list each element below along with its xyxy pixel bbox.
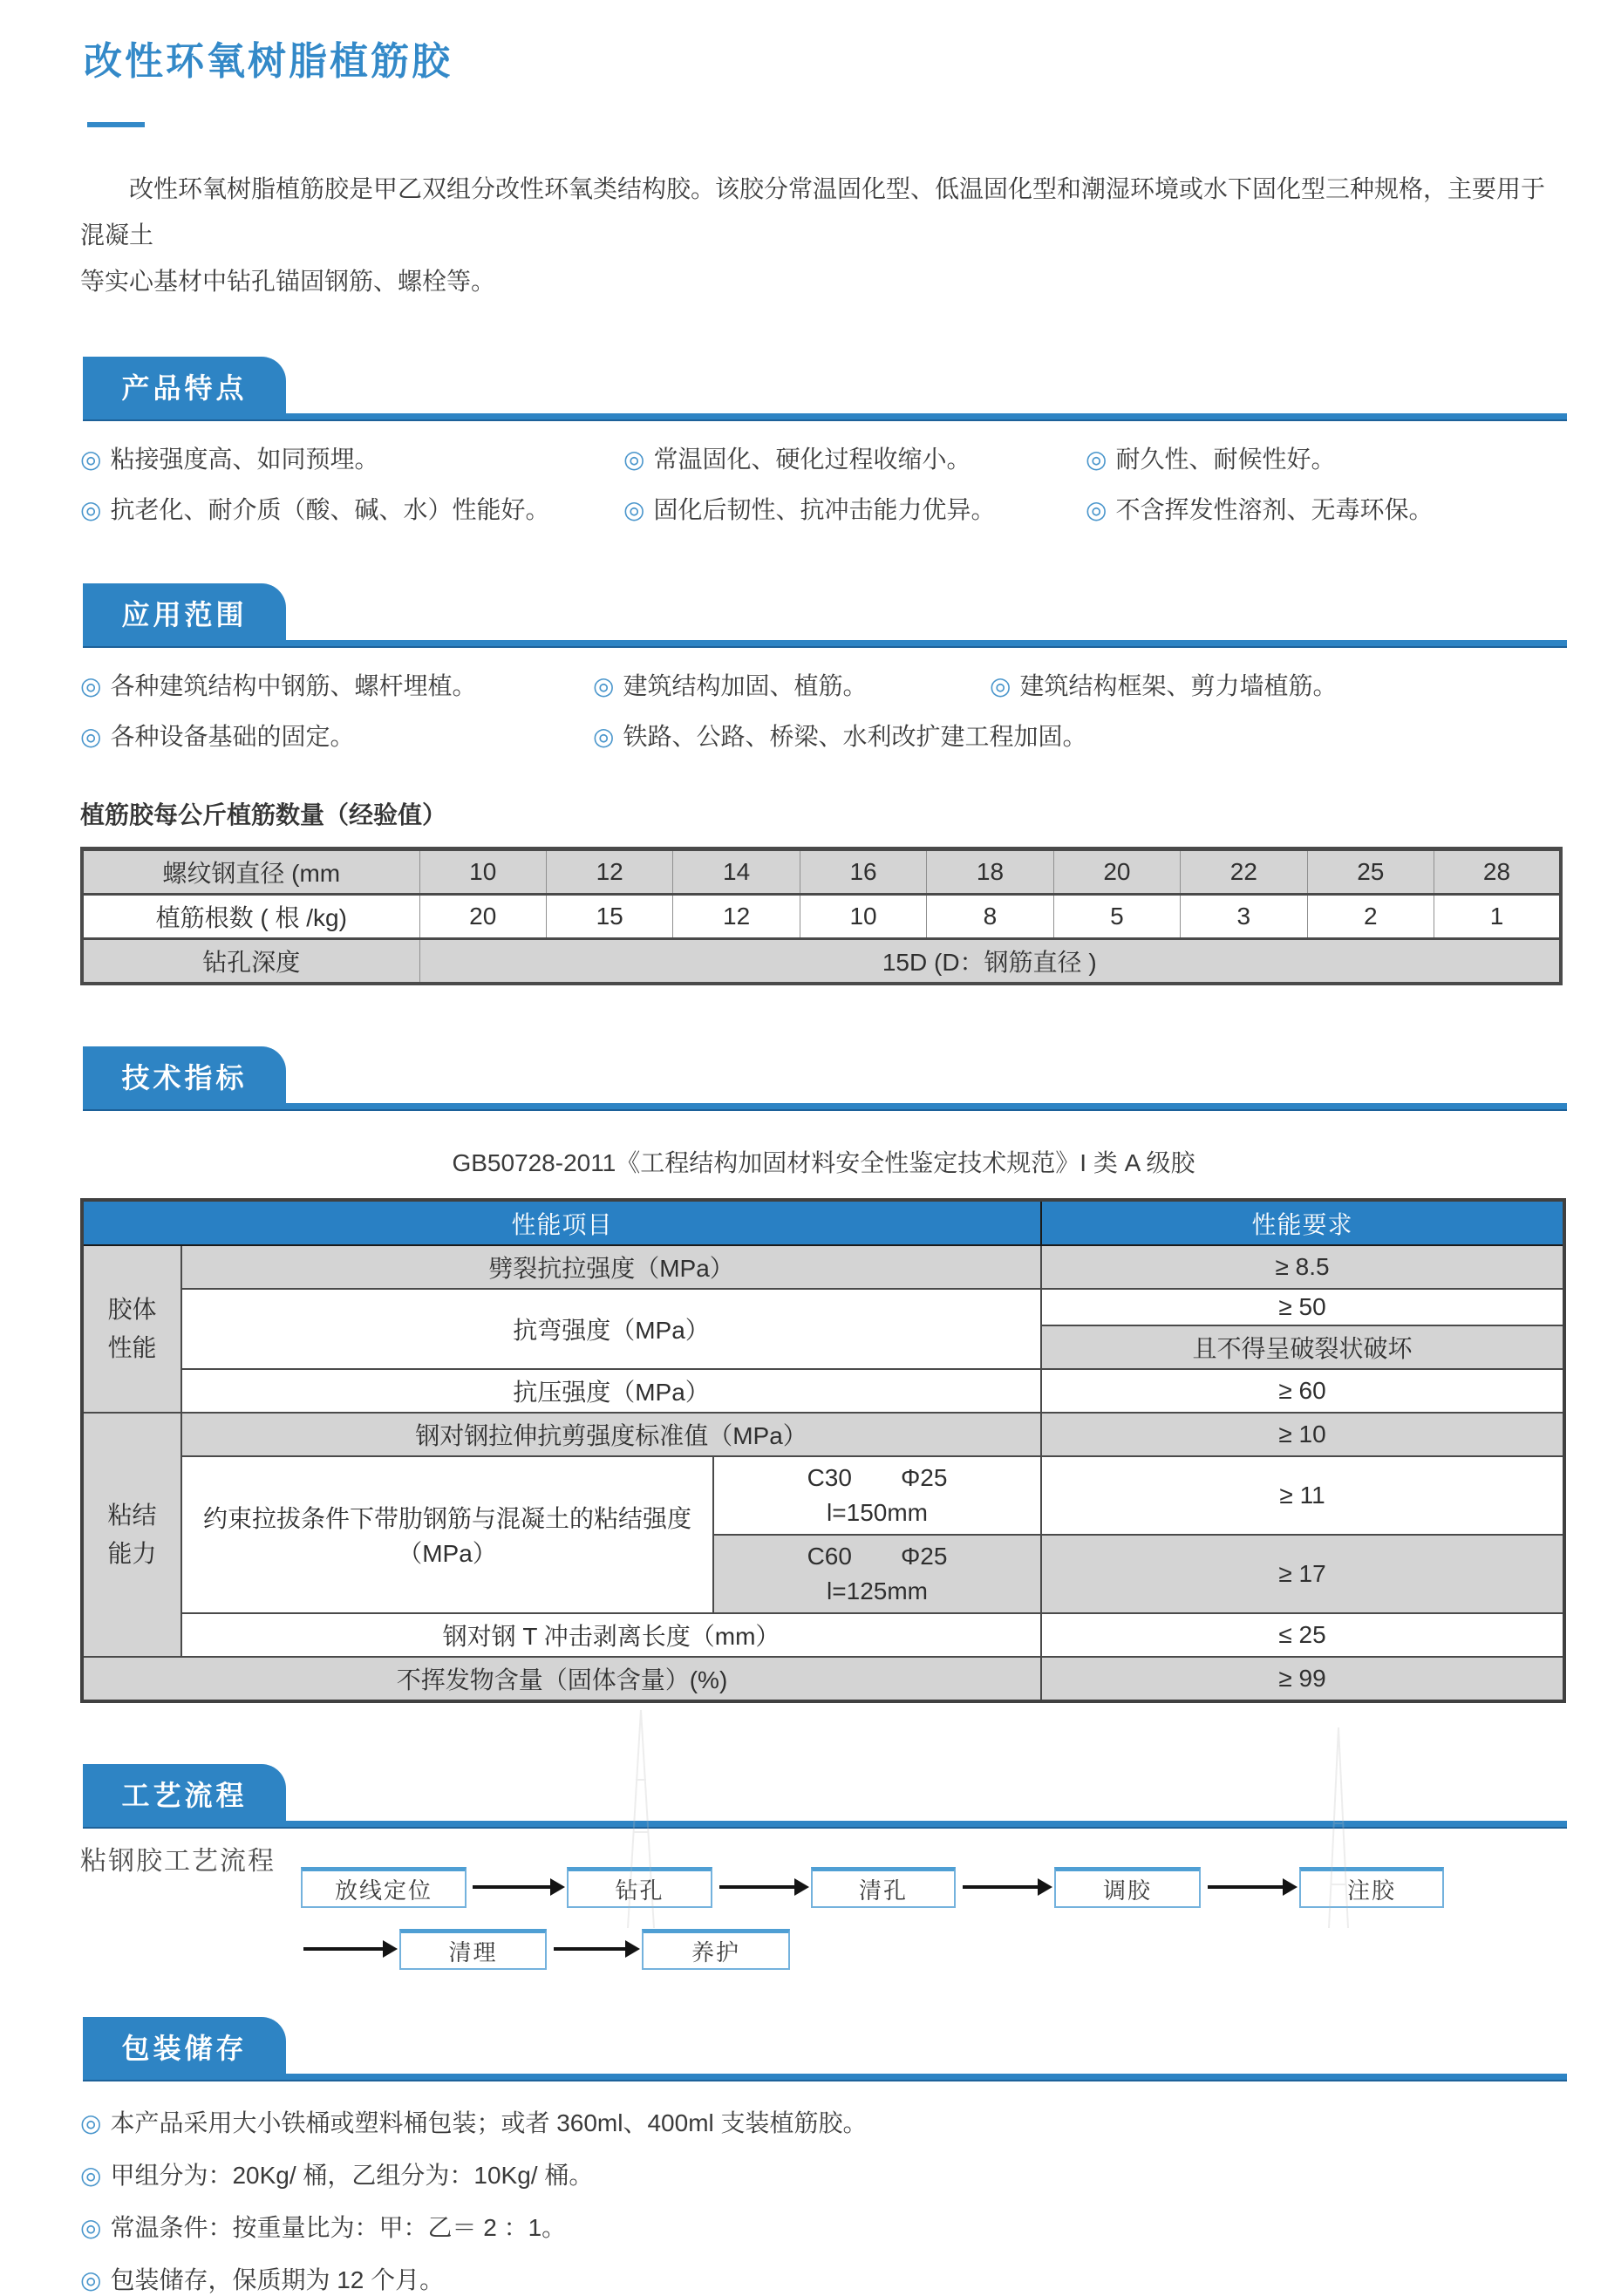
section-head-features xyxy=(83,357,1567,421)
bullet-icon: ◎ xyxy=(1086,446,1107,473)
list-item-text: 建筑结构加固、植筋。 xyxy=(623,672,868,699)
applications-row-1 xyxy=(80,671,1567,702)
list-item-text: 抗老化、耐介质（酸、碱、水）性能好。 xyxy=(110,496,550,523)
bullet-icon: ◎ xyxy=(593,672,615,699)
bullet-icon: ◎ xyxy=(1086,496,1107,523)
flow-step-box: 清孔 xyxy=(811,1867,956,1908)
value-cell: 8 xyxy=(927,895,1053,939)
bullet-icon: ◎ xyxy=(80,723,102,750)
section-rule xyxy=(83,413,1567,421)
list-item-text: 固化后韧性、抗冲击能力优异。 xyxy=(653,496,996,523)
list-item xyxy=(80,494,623,526)
flow-step-box: 注胶 xyxy=(1299,1867,1444,1908)
list-item xyxy=(80,2212,1567,2244)
concrete-grade: C60 xyxy=(807,1543,852,1570)
bullet-icon: ◎ xyxy=(990,672,1011,699)
packaging-heading-badge: 包装储存 xyxy=(83,2017,286,2075)
value-cell: 3 xyxy=(1181,895,1307,939)
flow-subtitle: 粘钢胶工艺流程 xyxy=(80,1847,276,1876)
bullet-icon: ◎ xyxy=(80,2109,102,2136)
property-cell: 劈裂抗拉强度（MPa） xyxy=(181,1245,1041,1289)
features-heading-badge: 产品特点 xyxy=(83,357,286,415)
row-label-cell: 钻孔深度 xyxy=(82,939,419,984)
requirement-cell: ≥ 99 xyxy=(1041,1657,1564,1701)
flow-step-box: 养护 xyxy=(642,1929,790,1970)
value-cell: 22 xyxy=(1181,849,1307,895)
group-label-cell: 粘结能力 xyxy=(82,1413,181,1657)
flow-step-box: 放线定位 xyxy=(301,1867,467,1908)
section-rule xyxy=(83,640,1567,648)
section-head-tech xyxy=(83,1046,1567,1111)
tech-spec-table xyxy=(80,1198,1566,1703)
arrow-right-icon xyxy=(303,1947,384,1951)
section-head-packaging xyxy=(83,2017,1567,2081)
table-header-row xyxy=(82,1200,1564,1245)
header-cell: 性能要求 xyxy=(1041,1200,1564,1245)
value-cell: 5 xyxy=(1053,895,1180,939)
section-head-applications xyxy=(83,583,1567,648)
bullet-icon: ◎ xyxy=(623,446,645,473)
requirement-cell: ≥ 10 xyxy=(1041,1413,1564,1456)
embed-length: l=125mm xyxy=(827,1577,928,1604)
table-row xyxy=(82,1456,1564,1535)
list-item xyxy=(623,444,1086,475)
bar-diameter: Φ25 xyxy=(900,1464,948,1491)
value-cell: 12 xyxy=(546,849,672,895)
row-label-cell: 植筋根数 ( 根 /kg) xyxy=(82,895,419,939)
bullet-icon: ◎ xyxy=(80,2214,102,2241)
process-heading-badge: 工艺流程 xyxy=(83,1764,286,1822)
requirement-cell: ≤ 25 xyxy=(1041,1613,1564,1657)
requirement-cell: ≥ 60 xyxy=(1041,1369,1564,1413)
arrow-right-icon xyxy=(554,1947,626,1951)
value-cell: 1 xyxy=(1434,895,1562,939)
applications-heading-badge: 应用范围 xyxy=(83,583,286,642)
section-rule xyxy=(83,1821,1567,1829)
list-item xyxy=(593,671,990,702)
concrete-grade: C30 xyxy=(807,1464,852,1491)
bullet-icon: ◎ xyxy=(80,496,102,523)
section-rule xyxy=(83,2074,1567,2081)
bullet-icon: ◎ xyxy=(80,2162,102,2189)
title-underline-dash xyxy=(87,122,145,127)
requirement-cell: ≥ 8.5 xyxy=(1041,1245,1564,1289)
table-row xyxy=(82,1245,1564,1289)
header-cell: 性能项目 xyxy=(82,1200,1041,1245)
bullet-icon: ◎ xyxy=(593,723,615,750)
intro-line-1: 改性环氧树脂植筋胶是甲乙双组分改性环氧类结构胶。该胶分常温固化型、低温固化型和潮湿环境或水下固化型三种规格，主要用于混凝土 xyxy=(80,175,1546,249)
property-cell: 抗压强度（MPa） xyxy=(181,1369,1041,1413)
features-row-2 xyxy=(80,494,1567,526)
packaging-list xyxy=(80,2108,1567,2296)
table-row xyxy=(82,1413,1564,1456)
list-item-text: 各种设备基础的固定。 xyxy=(110,723,355,750)
list-item-text: 本产品采用大小铁桶或塑料桶包装；或者 360ml、400ml 支装植筋胶。 xyxy=(110,2109,868,2136)
value-cell: 14 xyxy=(673,849,800,895)
table-row xyxy=(82,939,1561,984)
list-item xyxy=(80,444,623,475)
arrow-right-icon xyxy=(963,1885,1039,1889)
property-cell: 约束拉拔条件下带肋钢筋与混凝土的粘结强度（MPa） xyxy=(181,1456,713,1613)
list-item-text: 不含挥发性溶剂、无毒环保。 xyxy=(1115,496,1434,523)
applications-list xyxy=(80,671,1567,753)
list-item-text: 包装储存，保质期为 12 个月。 xyxy=(110,2266,445,2293)
page-title: 改性环氧树脂植筋胶 xyxy=(84,40,453,83)
list-item xyxy=(80,2108,1567,2139)
value-cell: 25 xyxy=(1307,849,1434,895)
list-item-text: 建筑结构框架、剪力墙植筋。 xyxy=(1019,672,1338,699)
intro-paragraph xyxy=(80,166,1567,304)
property-cell: 钢对钢 T 冲击剥离长度（mm） xyxy=(181,1613,1041,1657)
list-item xyxy=(80,2265,1567,2296)
table-row xyxy=(82,1369,1564,1413)
list-item-text: 粘接强度高、如同预埋。 xyxy=(110,446,379,473)
list-item-text: 甲组分为：20Kg/ 桶，乙组分为：10Kg/ 桶。 xyxy=(110,2162,594,2189)
tech-heading-badge: 技术指标 xyxy=(83,1046,286,1105)
list-item-text: 铁路、公路、桥梁、水利改扩建工程加固。 xyxy=(623,723,1087,750)
group-label-cell: 胶体性能 xyxy=(82,1245,181,1413)
features-row-1 xyxy=(80,444,1567,475)
value-cell: 15D (D：钢筋直径 ) xyxy=(419,939,1561,984)
bullet-icon: ◎ xyxy=(80,672,102,699)
section-rule xyxy=(83,1103,1567,1111)
list-item xyxy=(80,671,593,702)
value-cell: 18 xyxy=(927,849,1053,895)
bullet-icon: ◎ xyxy=(80,2266,102,2293)
requirement-cell: ≥ 17 xyxy=(1041,1535,1564,1613)
rebar-count-table xyxy=(80,847,1563,985)
property-cell: 不挥发物含量（固体含量）(%) xyxy=(82,1657,1041,1701)
list-item xyxy=(1086,444,1567,475)
list-item xyxy=(990,671,1567,702)
process-flowchart xyxy=(80,1837,1567,1984)
requirement-cell: ≥ 11 xyxy=(1041,1456,1564,1535)
value-cell: 12 xyxy=(673,895,800,939)
property-cell: 钢对钢拉伸抗剪强度标准值（MPa） xyxy=(181,1413,1041,1456)
rebar-table-title: 植筋胶每公斤植筋数量（经验值） xyxy=(80,801,447,828)
list-item xyxy=(623,494,1086,526)
arrow-right-icon xyxy=(719,1885,795,1889)
value-cell: 10 xyxy=(419,849,546,895)
table-row xyxy=(82,1289,1564,1325)
condition-cell xyxy=(713,1456,1041,1535)
arrow-right-icon xyxy=(473,1885,551,1889)
features-list xyxy=(80,444,1567,526)
section-head-process xyxy=(83,1764,1567,1829)
requirement-cell: 且不得呈破裂状破坏 xyxy=(1041,1325,1564,1369)
bullet-icon: ◎ xyxy=(80,446,102,473)
value-cell: 2 xyxy=(1307,895,1434,939)
condition-cell xyxy=(713,1535,1041,1613)
table-row xyxy=(82,1613,1564,1657)
list-item xyxy=(80,2160,1567,2191)
requirement-cell: ≥ 50 xyxy=(1041,1289,1564,1325)
arrow-right-icon xyxy=(1208,1885,1284,1889)
table-row xyxy=(82,849,1561,895)
property-cell: 抗弯强度（MPa） xyxy=(181,1289,1041,1369)
table-row xyxy=(82,1657,1564,1701)
embed-length: l=150mm xyxy=(827,1499,928,1526)
list-item-text: 常温固化、硬化过程收缩小。 xyxy=(653,446,971,473)
applications-row-2 xyxy=(80,721,1567,753)
flow-step-box: 调胶 xyxy=(1054,1867,1201,1908)
value-cell: 16 xyxy=(800,849,926,895)
list-item-text: 各种建筑结构中钢筋、螺杆埋植。 xyxy=(110,672,477,699)
value-cell: 28 xyxy=(1434,849,1562,895)
flow-step-box: 清理 xyxy=(399,1929,547,1970)
value-cell: 20 xyxy=(1053,849,1180,895)
standard-note: GB50728-2011《工程结构加固材料安全性鉴定技术规范》I 类 A 级胶 xyxy=(452,1149,1195,1176)
list-item xyxy=(593,721,1087,753)
flow-step-box: 钻孔 xyxy=(567,1867,712,1908)
list-item-text: 耐久性、耐候性好。 xyxy=(1115,446,1336,473)
value-cell: 15 xyxy=(546,895,672,939)
value-cell: 20 xyxy=(419,895,546,939)
list-item-text: 常温条件：按重量比为：甲：乙＝ 2 ：1。 xyxy=(110,2214,567,2241)
list-item xyxy=(80,721,593,753)
row-label-cell: 螺纹钢直径 (mm xyxy=(82,849,419,895)
table-row xyxy=(82,895,1561,939)
bar-diameter: Φ25 xyxy=(900,1543,948,1570)
intro-line-2: 等实心基材中钻孔锚固钢筋、螺栓等。 xyxy=(80,268,496,295)
list-item xyxy=(1086,494,1567,526)
value-cell: 10 xyxy=(800,895,926,939)
bullet-icon: ◎ xyxy=(623,496,645,523)
